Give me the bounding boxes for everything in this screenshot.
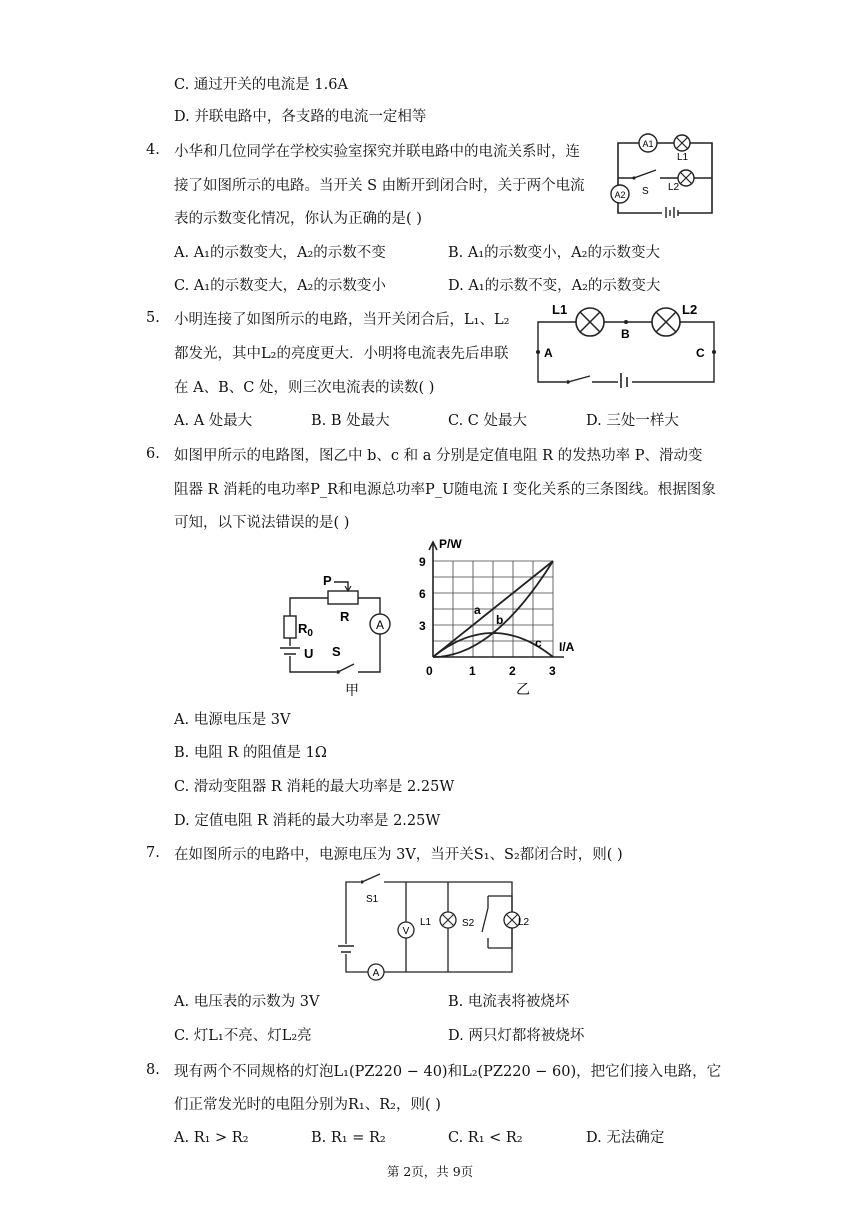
q7-circuit-figure <box>330 868 530 986</box>
q5-a-label: A <box>544 346 553 360</box>
q4-stem-line3: 表的示数变化情况，你认为正确的是( ) <box>174 211 422 227</box>
q5-c-label: C <box>696 346 705 360</box>
q4-number: 4. <box>146 142 160 158</box>
battery-icon <box>618 373 632 388</box>
q6-yi-label-b: b <box>496 613 504 627</box>
switch-icon <box>566 376 592 386</box>
x-tick-label: 3 <box>549 664 556 678</box>
y-tick-label: 9 <box>419 555 426 569</box>
q8-option-a: A. R₁ > R₂ <box>174 1130 249 1146</box>
q7-option-a: A. 电压表的示数为 3V <box>174 994 320 1010</box>
q8-stem-line2: 们正常发光时的电阻分别为R₁、R₂，则( ) <box>174 1097 441 1113</box>
page-footer: 第 2页，共 9页 <box>386 1164 474 1179</box>
q5-l1-label: L1 <box>552 302 568 317</box>
ammeter-icon <box>368 964 384 980</box>
point-a-dot <box>536 350 540 354</box>
q6-r0-label: R <box>298 621 308 636</box>
q6-yi-xlabel: I/A <box>559 640 575 654</box>
q4-circuit-figure <box>604 128 720 218</box>
q4-s-label: S <box>642 186 649 197</box>
q7-s2-label: S2 <box>462 918 475 929</box>
switch-s1-icon <box>360 874 384 888</box>
q5-stem-line1: 小明连接了如图所示的电路，当开关闭合后，L₁、L₂ <box>174 312 510 328</box>
q8-option-c: C. R₁ < R₂ <box>448 1130 523 1146</box>
q5-option-c: C. C 处最大 <box>448 413 527 429</box>
q6-yi-label-a: a <box>474 603 481 617</box>
q6-jia-caption: 甲 <box>345 682 359 696</box>
q6-s-label: S <box>332 644 341 659</box>
q4-stem-line2: 接了如图所示的电路。当开关 S 由断开到闭合时，关于两个电流 <box>174 178 585 194</box>
q7-l1-label: L1 <box>420 917 432 928</box>
q6-p-label: P <box>323 573 332 588</box>
q6-yi-label-c: c <box>535 636 542 650</box>
q8-stem-line1: 现有两个不同规格的灯泡L₁(PZ220 − 40)和L₂(PZ220 − 60)，把它们接入电路，它 <box>174 1064 722 1080</box>
x-tick-label: 1 <box>469 664 476 678</box>
q6-yi-caption: 乙 <box>516 681 530 697</box>
q7-v-label: V <box>402 926 410 937</box>
q5-stem-line2: 都发光，其中L₂的亮度更大．小明将电流表先后串联 <box>174 346 509 362</box>
q6-option-d: D. 定值电阻 R 消耗的最大功率是 2.25W <box>174 813 441 829</box>
q7-l2-label: L2 <box>518 917 530 928</box>
point-c-dot <box>712 350 716 354</box>
q6-graph-yi <box>414 534 590 706</box>
switch-icon <box>336 664 358 676</box>
q4-l2-label: L2 <box>668 182 680 193</box>
q4-stem-line1: 小华和几位同学在学校实验室探究并联电路中的电流关系时，连 <box>174 144 580 160</box>
q8-option-d: D. 无法确定 <box>586 1130 665 1146</box>
q6-option-b: B. 电阻 R 的阻值是 1Ω <box>174 745 327 761</box>
q6-number: 6. <box>146 446 160 462</box>
q6-yi-ylabel: P/W <box>439 537 462 551</box>
q8-number: 8. <box>146 1062 160 1078</box>
q5-option-d: D. 三处一样大 <box>586 413 679 429</box>
switch-s2-icon <box>480 908 494 938</box>
lamp-l2-icon <box>678 170 694 186</box>
y-tick-label: 3 <box>419 619 426 633</box>
point-b-dot <box>624 320 628 324</box>
lamp-l1-icon <box>674 135 690 151</box>
q7-option-d: D. 两只灯都将被烧坏 <box>448 1028 585 1044</box>
q7-option-c: C. 灯L₁不亮、灯L₂亮 <box>174 1028 312 1044</box>
q3-option-c: C. 通过开关的电流是 1.6A <box>174 77 348 93</box>
q6-r-label: R <box>340 609 350 624</box>
q6-stem-line1: 如图甲所示的电路图，图乙中 b、c 和 a 分别是定值电阻 R 的发热功率 P、滑动变 <box>174 448 703 464</box>
q5-option-b: B. B 处最大 <box>311 413 390 429</box>
q5-stem-line3: 在 A、B、C 处，则三次电流表的读数( ) <box>174 380 435 396</box>
voltmeter-icon <box>398 922 414 938</box>
q4-l1-label: L1 <box>677 152 689 163</box>
q6-a-label: A <box>375 618 385 632</box>
ammeter-a1-icon <box>639 134 657 152</box>
ammeter-a2-icon <box>611 185 629 203</box>
q6-option-c: C. 滑动变阻器 R 消耗的最大功率是 2.25W <box>174 779 455 795</box>
q4-option-b: B. A₁的示数变小，A₂的示数变大 <box>448 245 660 261</box>
q7-stem-line1: 在如图所示的电路中，电源电压为 3V，当开关S₁、S₂都闭合时，则( ) <box>174 847 623 863</box>
q6-u-label: U <box>304 646 314 661</box>
lamp-l1-icon <box>576 308 604 336</box>
ammeter-icon <box>370 614 390 634</box>
q4-a2-label: A2 <box>614 190 626 200</box>
q5-b-label: B <box>621 327 630 341</box>
q5-option-a: A. A 处最大 <box>174 413 253 429</box>
q6-option-a: A. 电源电压是 3V <box>174 712 291 728</box>
q6-yi-origin: 0 <box>426 664 433 678</box>
lamp-l1-icon <box>440 912 456 928</box>
battery-icon <box>336 944 356 954</box>
lamp-l2-icon <box>652 308 680 336</box>
svg-text:R0 <box>298 621 313 639</box>
y-tick-label: 6 <box>419 587 426 601</box>
q3-option-d: D. 并联电路中，各支路的电流一定相等 <box>174 109 427 125</box>
q6-circuit-jia-figure <box>272 566 402 696</box>
q8-option-b: B. R₁ = R₂ <box>311 1130 386 1146</box>
q4-a1-label: A1 <box>642 139 654 149</box>
q5-circuit-figure <box>532 296 718 388</box>
q4-option-c: C. A₁的示数变大，A₂的示数变小 <box>174 278 386 294</box>
q7-option-b: B. 电流表将被烧坏 <box>448 994 570 1010</box>
q7-number: 7. <box>146 845 160 861</box>
q5-number: 5. <box>146 310 160 326</box>
x-tick-label: 2 <box>509 664 516 678</box>
rheostat-icon <box>328 582 358 604</box>
q7-s1-label: S1 <box>366 894 379 905</box>
q4-option-d: D. A₁的示数不变，A₂的示数变大 <box>448 278 661 294</box>
q7-a-label: A <box>372 968 380 979</box>
q6-stem-line2: 阻器 R 消耗的电功率P_R和电源总功率P_U随电流 I 变化关系的三条图线。根据图象 <box>174 482 716 498</box>
q6-stem-line3: 可知，以下说法错误的是( ) <box>174 515 350 531</box>
q4-option-a: A. A₁的示数变大，A₂的示数不变 <box>174 245 386 261</box>
q6-r0-sub-label: 0 <box>307 628 313 639</box>
battery-icon <box>662 207 678 218</box>
resistor-r0-icon <box>284 616 296 638</box>
q5-l2-label: L2 <box>682 302 698 317</box>
switch-s-icon <box>632 170 660 182</box>
battery-icon <box>280 646 300 656</box>
